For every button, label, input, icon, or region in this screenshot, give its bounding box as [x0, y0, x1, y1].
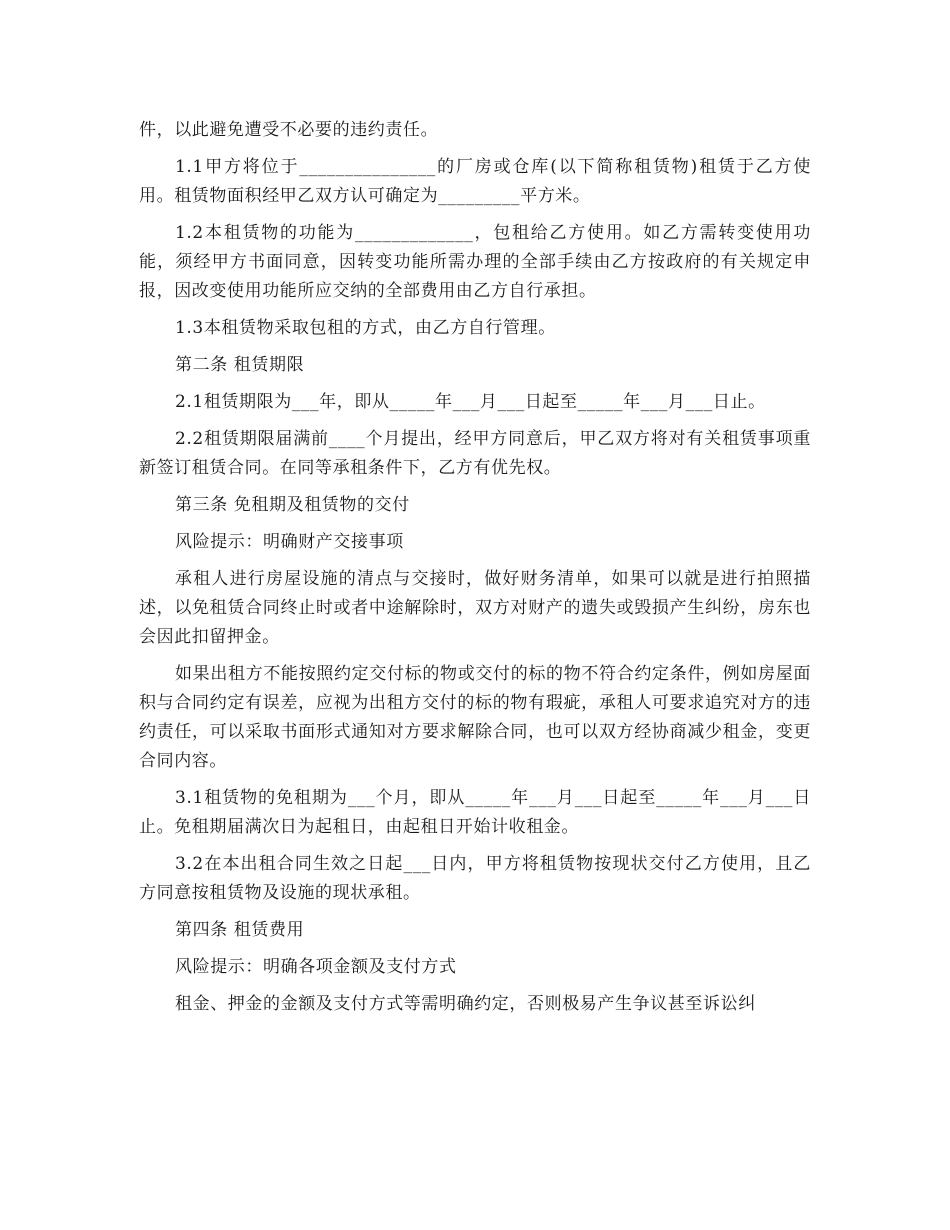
risk-tip-payment: 风险提示：明确各项金额及支付方式 [175, 957, 457, 977]
clause-3-2: 3.2在本出租合同生效之日起___日内，甲方将租赁物按现状交付乙方使用，且乙方同意按租赁物及设施的现状承租。 [139, 854, 811, 903]
clause-2-2: 2.2租赁期限届满前____个月提出，经甲方同意后，甲乙双方将对有关租赁事项重新签订租赁合同。在同等承租条件下，乙方有优先权。 [139, 429, 811, 478]
paragraph-continuation: 件，以此避免遭受不必要的违约责任。 [139, 120, 439, 140]
article-2-heading: 第二条 租赁期限 [175, 355, 305, 375]
clause-2-1: 2.1租赁期限为___年，即从_____年___月___日起至_____年___月___日止。 [175, 392, 766, 412]
article-3-heading: 第三条 免租期及租赁物的交付 [175, 495, 410, 515]
article-4-heading: 第四条 租赁费用 [175, 920, 305, 940]
paragraph-handover-inventory: 承租人进行房屋设施的清点与交接时，做好财务清单，如果可以就是进行拍照描述，以免租赁合同终止时或者中途解除时，双方对财产的遗失或毁损产生纠纷，房东也会因此扣留押金。 [139, 569, 811, 647]
paragraph-rent-deposit: 租金、押金的金额及支付方式等需明确约定，否则极易产生争议甚至诉讼纠 [175, 994, 756, 1014]
clause-1-2: 1.2本租赁物的功能为_____________，包租给乙方使用。如乙方需转变使用功能，须经甲方书面同意，因转变功能所需办理的全部手续由乙方按政府的有关规定申报，因改变使用功能所应交纳的全部费用由乙方自行承担。 [139, 223, 811, 301]
clause-3-1: 3.1租赁物的免租期为___个月，即从_____年___月___日起至_____年___月___日止。免租期届满次日为起租日，由起租日开始计收租金。 [139, 788, 811, 837]
clause-1-1: 1.1甲方将位于_______________的厂房或仓库(以下简称租赁物)租赁于乙方使用。租赁物面积经甲乙双方认可确定为_________平方米。 [139, 157, 811, 206]
clause-1-3: 1.3本租赁物采取包租的方式，由乙方自行管理。 [175, 318, 556, 338]
paragraph-defect-remedy: 如果出租方不能按照约定交付标的物或交付的标的物不符合约定条件，例如房屋面积与合同约定有误差，应视为出租方交付的标的物有瑕疵，承租人可要求追究对方的违约责任，可以采取书面形式通知对方要求解除合同，也可以双方经协商减少租金，变更合同内容。 [139, 664, 811, 771]
risk-tip-property-handover: 风险提示：明确财产交接事项 [175, 532, 404, 552]
document-body [139, 116, 811, 1027]
